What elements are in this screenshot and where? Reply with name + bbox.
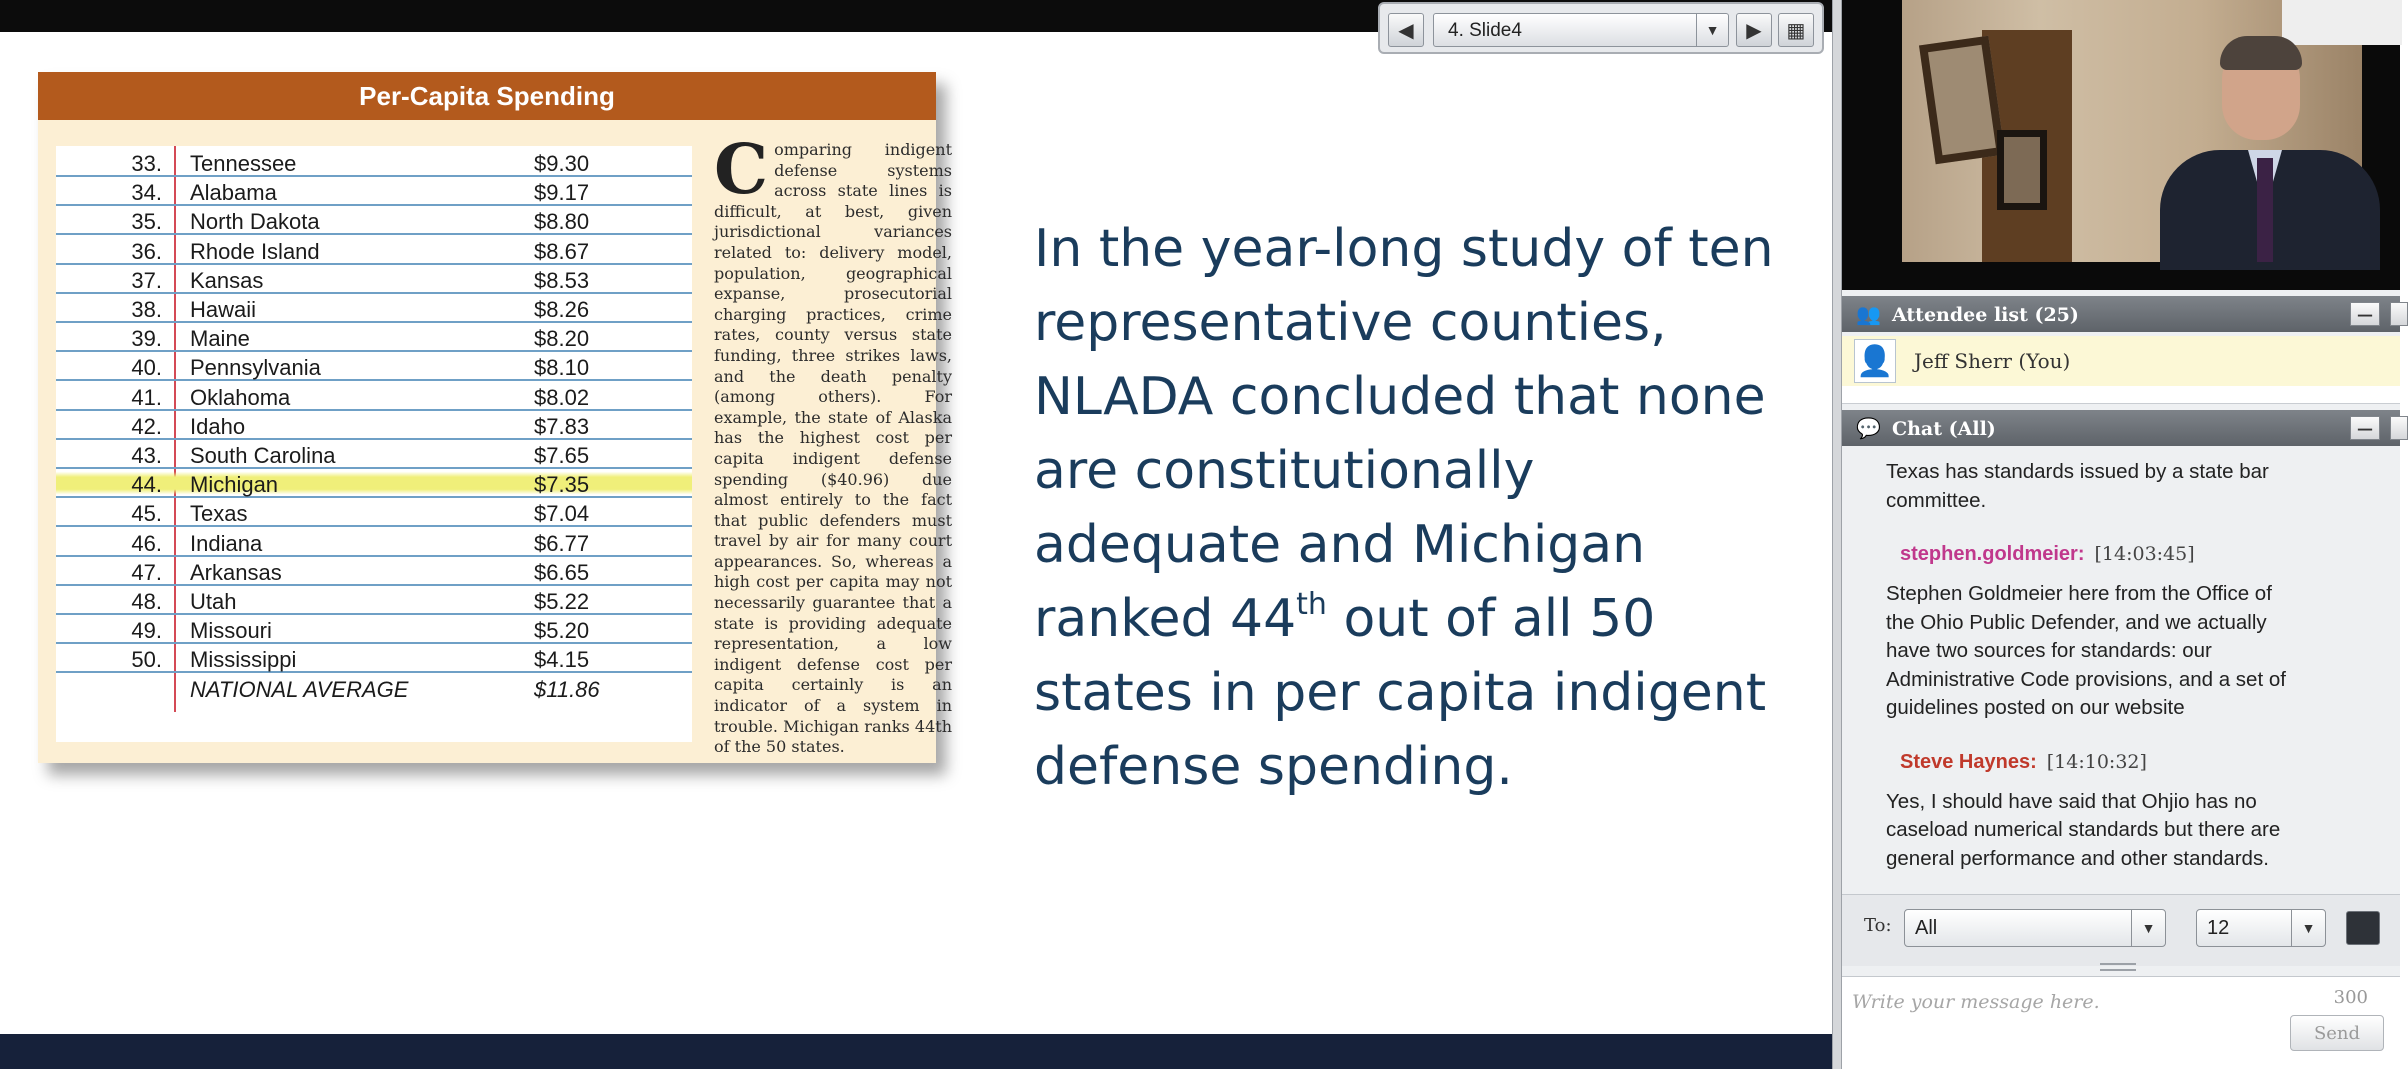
table-row: [56, 498, 692, 527]
chevron-down-icon: ▼: [2291, 910, 2325, 946]
table-amount: $8.10: [534, 355, 590, 381]
video-picture-frame-small: [1997, 130, 2047, 210]
table-state: South Carolina: [190, 443, 336, 468]
video-window: [2282, 0, 2402, 45]
table-state: Kansas: [190, 267, 264, 293]
chat-message-line: caseload numerical standards but there are: [1886, 818, 2281, 841]
to-label: To:: [1864, 915, 1892, 936]
presentation-bottom-bar: [0, 1034, 1832, 1069]
chat-message-line: Stephen Goldmeier here from the Office of: [1886, 582, 2272, 605]
table-state: Texas: [190, 501, 248, 527]
chevron-down-icon[interactable]: ▼: [1696, 14, 1728, 46]
table-row: [56, 615, 692, 644]
table-state: Rhode Island: [190, 238, 320, 264]
recipient-select[interactable]: [1904, 909, 2166, 947]
table-rank: 45.: [131, 501, 162, 527]
table-amount: $8.02: [534, 384, 590, 410]
chat-sender: [1900, 751, 2147, 774]
chat-sender: [1900, 543, 2195, 566]
table-amount: $4.15: [534, 647, 590, 673]
table-state: Hawaii: [190, 297, 257, 322]
message-compose[interactable]: [1842, 976, 2400, 1069]
table-state: Tennessee: [190, 151, 297, 176]
font-size-select[interactable]: [2196, 909, 2326, 947]
slide-text-superscript: th: [1296, 587, 1327, 622]
pane-edge-button[interactable]: [2390, 302, 2408, 326]
prev-slide-button[interactable]: [1388, 13, 1424, 47]
presenter-tie: [2257, 158, 2273, 262]
table-rank: 40.: [131, 355, 162, 381]
chevron-down-icon: ▼: [2131, 910, 2165, 946]
table-row: [56, 294, 692, 323]
table-amount: $9.17: [534, 180, 590, 206]
send-button[interactable]: Send: [2290, 1015, 2384, 1051]
table-rank: 48.: [131, 589, 162, 614]
attendee-name: Jeff Sherr (You): [1914, 349, 2071, 373]
table-amount: $11.86: [534, 676, 600, 702]
table-rank: 36.: [131, 238, 162, 264]
resize-grip-icon[interactable]: [2100, 963, 2136, 971]
char-count: 300: [2333, 987, 2368, 1008]
pane-edge-button[interactable]: [2390, 416, 2408, 440]
table-amount: $7.65: [534, 443, 590, 468]
table-row: [56, 265, 692, 294]
table-amount: $5.22: [534, 589, 590, 614]
table-amount: $5.20: [534, 618, 590, 644]
table-state: North Dakota: [190, 209, 320, 235]
prev-icon: ◀: [1398, 19, 1414, 42]
table-state: Maine: [190, 326, 250, 352]
table-rank: 47.: [131, 559, 162, 585]
table-article-text: [714, 130, 952, 757]
table-row: [56, 236, 692, 265]
presenter-figure: [2160, 40, 2380, 262]
panel-splitter[interactable]: [1832, 0, 1842, 1069]
presenter-video: [1842, 0, 2400, 290]
drop-cap: C: [714, 130, 769, 210]
table-rank: 44.: [131, 472, 162, 498]
table-row: [56, 148, 692, 177]
recipient-value: All: [1915, 917, 1938, 939]
table-rank: 46.: [131, 530, 162, 556]
table-row: [56, 411, 692, 440]
side-panel: [1842, 0, 2400, 1069]
table-rank: 38.: [131, 297, 162, 322]
table-row: [56, 352, 692, 381]
table-amount: $7.35: [534, 472, 590, 498]
table-state: Mississippi: [190, 647, 297, 673]
table-rank: 34.: [131, 180, 162, 206]
presenter-hair: [2220, 36, 2302, 70]
chat-message-line: the Ohio Public Defender, and we actually: [1886, 610, 2267, 634]
table-state: Alabama: [190, 180, 277, 206]
chat-message-line: general performance and other standards.: [1886, 846, 2269, 870]
chat-controls: [1842, 894, 2400, 966]
table-row: [56, 323, 692, 352]
minimize-icon[interactable]: —: [2350, 416, 2380, 440]
table-row: [56, 177, 692, 206]
table-row: [56, 528, 692, 557]
chat-timestamp: [14:03:45]: [2094, 543, 2195, 565]
message-input-placeholder[interactable]: Write your message here.: [1852, 991, 2100, 1013]
minimize-icon[interactable]: —: [2350, 302, 2380, 326]
chat-message-line: committee.: [1886, 488, 1987, 512]
people-icon: 👥: [1856, 302, 1881, 326]
article-body: omparing indigent defense systems across state lines is difficult, at best, given jurisdictional variances related to: delivery model, population, geographical expanse, prosecutorial charging practices, crime rates, county versus state funding, three strikes laws, and the death penalty (among others). For example, the state of Alaska has the highest cost per capita indigent defense spending ($40.96) due almost entirely to the fact that public defenders must travel by air for many court appearances. So, whereas a high cost per capita may not necessarily guarantee that a state is providing adequate representation, a low indigent defense cost per capita certainly is an indicator of a system in trouble. Michigan ranks 44th of the 50 states.: [714, 140, 952, 757]
chat-icon: 💬: [1856, 416, 1881, 440]
table-row: [56, 469, 692, 498]
grid-icon: ▦: [1786, 19, 1806, 42]
table-state: NATIONAL AVERAGE: [190, 676, 409, 702]
table-row: [56, 644, 692, 673]
table-state: Arkansas: [190, 559, 282, 585]
table-state: Oklahoma: [190, 384, 291, 410]
table-state: Indiana: [190, 530, 263, 556]
chat-sender-name: stephen.goldmeier:: [1900, 543, 2085, 565]
table-rank: 41.: [131, 384, 162, 410]
text-color-button[interactable]: [2346, 911, 2380, 945]
slide-select[interactable]: [1433, 13, 1729, 47]
table-state: Missouri: [190, 618, 272, 644]
table-amount: $8.67: [534, 238, 590, 264]
table-row: [56, 586, 692, 615]
table-amount: $8.26: [534, 297, 590, 322]
chat-message-line: Texas has standards issued by a state bar: [1886, 460, 2269, 483]
attendee-list-overflow: [1842, 386, 2400, 404]
font-size-value: 12: [2207, 917, 2230, 939]
slide-text-main: In the year-long study of ten representative counties, NLADA concluded that none are constitutionally adequate and Michigan ranked 44: [1034, 219, 1774, 649]
table-state: Pennsylvania: [190, 355, 321, 381]
table-rank: 35.: [131, 209, 162, 235]
table-rank: 49.: [131, 618, 162, 644]
table-amount: $8.20: [534, 326, 590, 352]
chat-message-line: have two sources for standards: our: [1886, 639, 2212, 662]
table-row: [56, 206, 692, 235]
table-rank: 37.: [131, 267, 162, 293]
chat-sender-name: Steve Haynes:: [1900, 750, 2037, 773]
table-rank: 50.: [131, 647, 162, 673]
table-row: [56, 557, 692, 586]
attendee-row[interactable]: [1842, 336, 2400, 386]
avatar-icon: 👤: [1854, 339, 1896, 383]
chat-messages[interactable]: [1842, 446, 2400, 894]
table-amount: $7.83: [534, 413, 590, 439]
chat-message-line: Administrative Code provisions, and a set of: [1886, 667, 2286, 691]
table-rank: 42.: [131, 413, 162, 439]
table-amount: $8.80: [534, 209, 590, 235]
slide-text-rest: out of all 50 states in per capita indigent defense spending.: [1034, 589, 1767, 797]
table-row: [56, 674, 692, 703]
slide-navigator: [1378, 2, 1824, 54]
table-amount: $7.04: [534, 501, 590, 527]
spending-table: [56, 146, 692, 742]
slide-grid-button[interactable]: [1778, 13, 1814, 47]
table-rank: 33.: [131, 151, 162, 176]
table-amount: $9.30: [534, 151, 590, 176]
chat-title: Chat (All): [1892, 418, 1996, 440]
table-state: Utah: [190, 589, 237, 614]
attendee-list-header[interactable]: [1842, 296, 2400, 332]
table-amount: $6.77: [534, 530, 590, 556]
table-amount: $6.65: [534, 559, 590, 585]
chat-header[interactable]: [1842, 410, 2400, 446]
next-slide-button[interactable]: [1736, 13, 1772, 47]
video-background: [1902, 0, 2362, 262]
per-capita-spending-image: [38, 72, 952, 763]
chat-message-line: Yes, I should have said that Ohjio has no: [1886, 789, 2257, 813]
chat-message-line: guidelines posted on our website: [1886, 696, 2185, 719]
table-amount: $8.53: [534, 267, 590, 293]
table-row: [56, 382, 692, 411]
next-icon: ▶: [1746, 19, 1762, 42]
table-rank: 43.: [131, 443, 162, 468]
chat-timestamp: [14:10:32]: [2046, 750, 2147, 773]
attendee-list-title: Attendee list (25): [1892, 304, 2079, 326]
table-rank: 39.: [131, 326, 162, 352]
table-state: Idaho: [190, 413, 246, 439]
table-state: Michigan: [190, 472, 279, 498]
slide-select-value: 4. Slide4: [1448, 20, 1522, 41]
table-title: Per-Capita Spending: [38, 72, 936, 120]
table-row: [56, 440, 692, 469]
slide-body-text: [1034, 212, 1794, 804]
